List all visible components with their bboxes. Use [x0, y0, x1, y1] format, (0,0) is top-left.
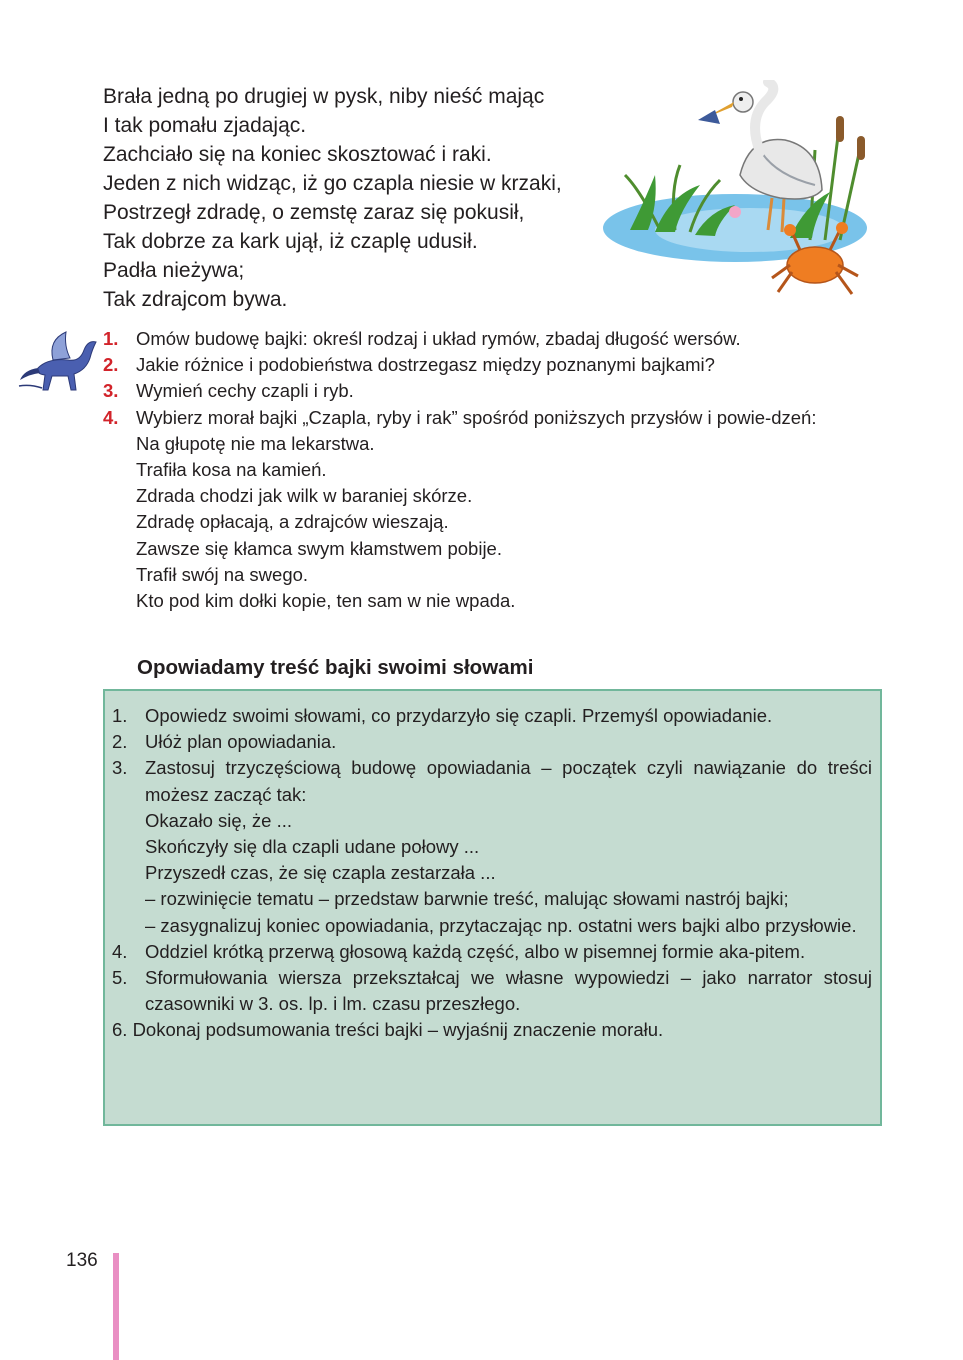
task-text: Wybierz morał bajki „Czapla, ryby i rak” spośród poniższych przysłów i powie-dzeń:	[136, 406, 817, 428]
page-number: 136	[66, 1250, 98, 1271]
proverb: Trafił swój na swego.	[136, 563, 309, 585]
task-list	[103, 326, 893, 614]
proverb: Zawsze się kłamca swym kłamstwem pobije.	[136, 537, 502, 559]
section-title: Opowiadamy treść bajki swoimi słowami	[137, 656, 534, 679]
poem-line: Jeden z nich widząc, iż go czapla niesie w krzaki,	[103, 172, 562, 195]
task-item	[103, 326, 893, 352]
instruction-step	[105, 755, 872, 938]
proverb: Zdradę opłacają, a zdrajców wieszają.	[136, 511, 449, 533]
step-text: Skończyły się dla czapli udane połowy ...	[145, 836, 480, 858]
task-number: 4.	[103, 406, 119, 428]
poem-line: Padła nieżywa;	[103, 259, 245, 282]
step-number: 2.	[112, 731, 128, 753]
task-item	[103, 405, 893, 615]
step-number: 5.	[112, 967, 128, 989]
task-item	[103, 378, 893, 404]
poem-line: Tak dobrze za kark ujął, iż czaplę udusił.	[103, 230, 478, 253]
instruction-step	[105, 965, 872, 1017]
poem-line: Postrzegł zdradę, o zemstę zaraz się pokusił,	[103, 201, 525, 224]
step-text: Opowiedz swoimi słowami, co przydarzyło się czapli. Przemyśl opowiadanie.	[145, 705, 773, 726]
heron-illustration	[600, 80, 880, 312]
instruction-box	[103, 689, 882, 1126]
instruction-step	[105, 703, 872, 729]
page-side-bar	[113, 1253, 119, 1360]
poem-line: Tak zdrajcom bywa.	[103, 288, 288, 311]
proverb: Trafiła kosa na kamień.	[136, 459, 327, 481]
step-text: Przyszedł czas, że się czapla zestarzała ...	[145, 862, 496, 884]
pegasus-icon	[18, 328, 104, 394]
poem-line: Brała jedną po drugiej w pysk, niby nieść mając	[103, 85, 545, 108]
step-text: Zastosuj trzyczęściową budowę opowiadania – początek czyli nawiązanie do treści możesz zacząć tak:	[145, 757, 872, 805]
poem-excerpt	[103, 82, 643, 314]
proverb-list	[136, 431, 893, 614]
task-number: 3.	[103, 380, 119, 402]
task-item	[103, 352, 893, 378]
step-text: Sformułowania wiersza przekształcaj we własne wypowiedzi – jako narrator stosuj czasowniki w 3. os. lp. i lm. czasu przeszłego.	[145, 967, 872, 1015]
final-step: 6. Dokonaj podsumowania treści bajki – wyjaśnij znaczenie morału.	[112, 1019, 664, 1041]
instruction-step	[105, 729, 872, 755]
task-number: 1.	[103, 328, 119, 349]
instruction-step	[105, 939, 872, 965]
poem-line: Zachciało się na koniec skosztować i raki.	[103, 143, 492, 166]
step-text: – zasygnalizuj koniec opowiadania, przytaczając np. ostatni wers bajki albo przysłowie.	[145, 914, 857, 936]
proverb: Kto pod kim dołki kopie, ten sam w nie wpada.	[136, 590, 516, 612]
step-text: – rozwinięcie tematu – przedstaw barwnie treść, malując słowami nastrój bajki;	[145, 888, 789, 910]
step-number: 1.	[112, 705, 128, 726]
task-text: Jakie różnice i podobieństwa dostrzegasz między poznanymi bajkami?	[136, 354, 715, 376]
step-text: Oddziel krótką przerwą głosową każdą część, albo w pisemnej formie aka-pitem.	[145, 940, 806, 962]
proverb: Na głupotę nie ma lekarstwa.	[136, 432, 375, 454]
task-text: Omów budowę bajki: określ rodzaj i układ rymów, zbadaj długość wersów.	[136, 328, 741, 349]
proverb: Zdrada chodzi jak wilk w baraniej skórze.	[136, 485, 473, 507]
poem-line: I tak pomału zjadając.	[103, 114, 307, 137]
task-number: 2.	[103, 354, 119, 376]
step-text: Okazało się, że ...	[145, 809, 293, 831]
task-text: Wymień cechy czapli i ryb.	[136, 380, 354, 402]
step-number: 3.	[112, 757, 128, 779]
step-number: 4.	[112, 940, 128, 962]
step-text: Ułóż plan opowiadania.	[145, 731, 337, 753]
